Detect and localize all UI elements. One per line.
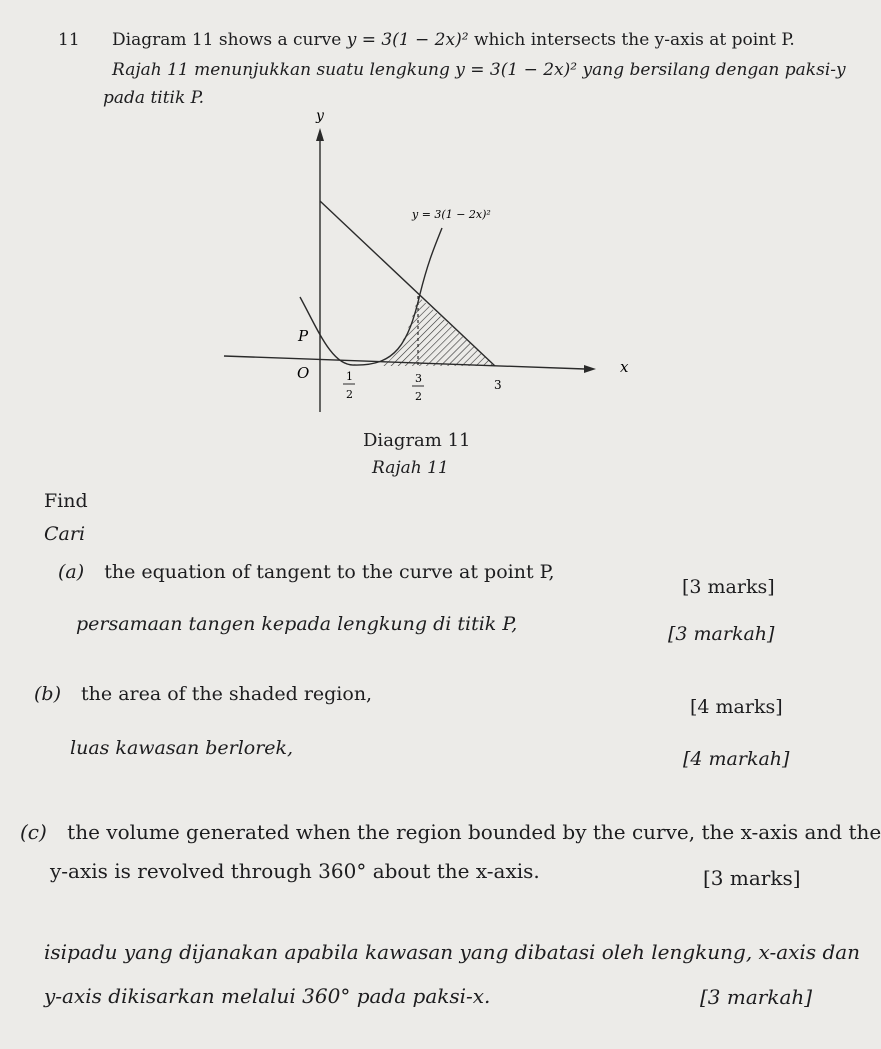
- curve-equation: y = 3(1 − 2x)²: [346, 30, 469, 50]
- intro-malay-part-a: Rajah 11 menunjukkan suatu lengkung: [112, 60, 450, 80]
- x-axis-arrow: [584, 365, 596, 373]
- part-a-marks-malay: [3 markah]: [668, 623, 775, 645]
- part-a-label: (a): [58, 561, 85, 583]
- tick-half-denominator: 2: [346, 388, 353, 401]
- part-a-text: the equation of tangent to the curve at point P,: [104, 561, 555, 583]
- intro-malay-line-2: pada titik P.: [103, 88, 205, 108]
- part-b-label: (b): [34, 683, 61, 705]
- part-a-english: [58, 561, 555, 583]
- part-c-text-1: the volume generated when the region bounded by the curve, the x-axis and the: [67, 820, 881, 844]
- intro-english-part-a: Diagram 11 shows a curve: [112, 30, 342, 50]
- intro-malay: [112, 60, 846, 80]
- x-axis-label: x: [620, 358, 629, 376]
- part-c-label: (c): [20, 820, 47, 844]
- diagram-11: [0, 100, 808, 425]
- find-heading-malay: Cari: [44, 523, 86, 545]
- part-b-marks-malay: [4 markah]: [683, 748, 790, 770]
- part-b-malay: luas kawasan berlorek,: [70, 737, 294, 759]
- intro-english: [112, 30, 795, 50]
- part-b-english: [34, 683, 372, 705]
- curve-equation-malay: y = 3(1 − 2x)²: [455, 60, 578, 80]
- find-heading: Find: [44, 490, 88, 512]
- origin-label: O: [297, 364, 310, 382]
- tick-three-halves-denominator: 2: [415, 390, 422, 403]
- diagram-caption-english: Diagram 11: [363, 430, 471, 451]
- tick-three-label: 3: [494, 378, 502, 392]
- part-c-malay-line-2: y-axis dikisarkan melalui 360° pada paksi-x.: [44, 984, 491, 1008]
- intro-malay-part-b: yang bersilang dengan paksi-y: [582, 60, 846, 80]
- intro-english-part-b: which intersects the y-axis at point P.: [473, 30, 795, 50]
- part-a-malay: persamaan tangen kepada lengkung di titik P,: [76, 613, 518, 635]
- part-b-text: the area of the shaded region,: [81, 683, 373, 705]
- tick-three-halves-numerator: 3: [415, 372, 422, 385]
- part-c-marks: [3 marks]: [703, 866, 801, 890]
- curve-label: y = 3(1 − 2x)²: [412, 208, 491, 221]
- y-axis-arrow: [316, 128, 324, 141]
- part-c-marks-malay: [3 markah]: [700, 985, 813, 1009]
- point-p-label: P: [298, 327, 309, 345]
- tick-half-numerator: 1: [346, 370, 353, 383]
- diagram-caption-malay: Rajah 11: [372, 458, 449, 478]
- part-a-marks: [3 marks]: [682, 576, 775, 598]
- shaded-region: [382, 296, 495, 366]
- part-b-marks: [4 marks]: [690, 696, 783, 718]
- y-axis-label: y: [316, 108, 324, 124]
- part-c-malay-line-1: isipadu yang dijanakan apabila kawasan yang dibatasi oleh lengkung, x-axis dan: [44, 940, 861, 964]
- part-c-english-line-2: y-axis is revolved through 360° about the x-axis.: [50, 859, 540, 883]
- part-c-english-line-1: [20, 820, 881, 844]
- question-number: 11: [58, 30, 80, 50]
